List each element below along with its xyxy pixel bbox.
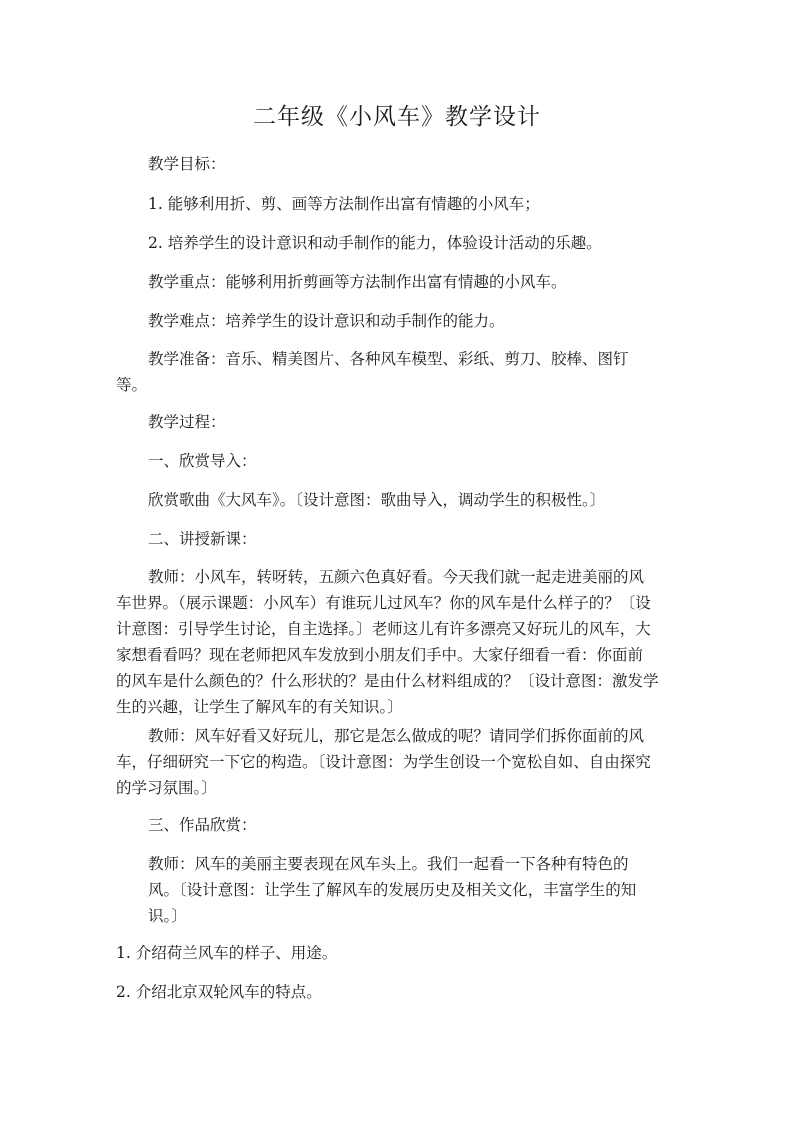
difficulty: 教学难点：培养学生的设计意识和动手制作的能力。 <box>148 312 505 330</box>
process-label: 教学过程： <box>148 413 226 431</box>
paragraph-line: 教师：风车好看又好玩儿，那它是怎么做成的呢？请同学们拆你面前的风 <box>148 727 645 745</box>
section-1-text: 欣赏歌曲《大风车》。〔设计意图：歌曲导入，调动学生的积极性。〕 <box>148 491 606 509</box>
paragraph-line: 家想看看吗？现在老师把风车发放到小朋友们手中。大家仔细看一看：你面前 <box>116 646 644 664</box>
paragraph-line: 风。〔设计意图：让学生了解风车的发展历史及相关文化，丰富学生的知 <box>148 881 637 899</box>
goal-item-2: 2. 培养学生的设计意识和动手制作的能力，体验设计活动的乐趣。 <box>148 234 602 252</box>
paragraph-line: 计意图：引导学生讨论，自主选择。〕老师这儿有许多漂亮又好玩儿的风车，大 <box>116 620 651 638</box>
section-heading-3: 三、作品欣赏： <box>148 816 257 834</box>
paragraph-line: 车世界。（展示课题：小风车）有谁玩儿过风车？你的风车是什么样子的？〔设 <box>116 594 651 612</box>
section-heading-2: 二、讲授新课： <box>148 530 257 548</box>
teacher-paragraph-3 <box>148 851 668 929</box>
preparation-line: 教学准备：音乐、精美图片、各种风车模型、彩纸、剪刀、胶棒、图钉 <box>148 350 629 368</box>
teacher-paragraph-1 <box>116 564 676 720</box>
preparation-line: 等。 <box>116 376 148 394</box>
paragraph-line: 识。〕 <box>148 907 187 925</box>
paragraph-line: 的风车是什么颜色的？什么形状的？是由什么材料组成的？〔设计意图：激发学 <box>116 672 659 690</box>
goal-label: 教学目标： <box>148 155 226 173</box>
list-item-2: 2. 介绍北京双轮风车的特点。 <box>116 983 322 1001</box>
paragraph-line: 教师：小风车，转呀转，五颜六色真好看。今天我们就一起走进美丽的风 <box>148 568 645 586</box>
preparation-paragraph <box>116 346 676 398</box>
teacher-paragraph-2 <box>116 723 676 801</box>
goal-item-1: 1. 能够利用折、剪、画等方法制作出富有情趣的小风车； <box>148 195 540 213</box>
section-heading-1: 一、欣赏导入： <box>148 452 257 470</box>
paragraph-line: 教师：风车的美丽主要表现在风车头上。我们一起看一下各种有特色的 <box>148 855 629 873</box>
paragraph-line: 生的兴趣，让学生了解风车的有关知识。〕 <box>116 698 403 716</box>
key-point: 教学重点：能够利用折剪画等方法制作出富有情趣的小风车。 <box>148 273 567 291</box>
paragraph-line: 的学习氛围。〕 <box>116 779 217 797</box>
list-item-1: 1. 介绍荷兰风车的样子、用途。 <box>116 944 338 962</box>
page-title: 二年级《小风车》教学设计 <box>253 104 541 130</box>
paragraph-line: 车，仔细研究一下它的构造。〔设计意图：为学生创设一个宽松自如、自由探究 <box>116 753 651 771</box>
